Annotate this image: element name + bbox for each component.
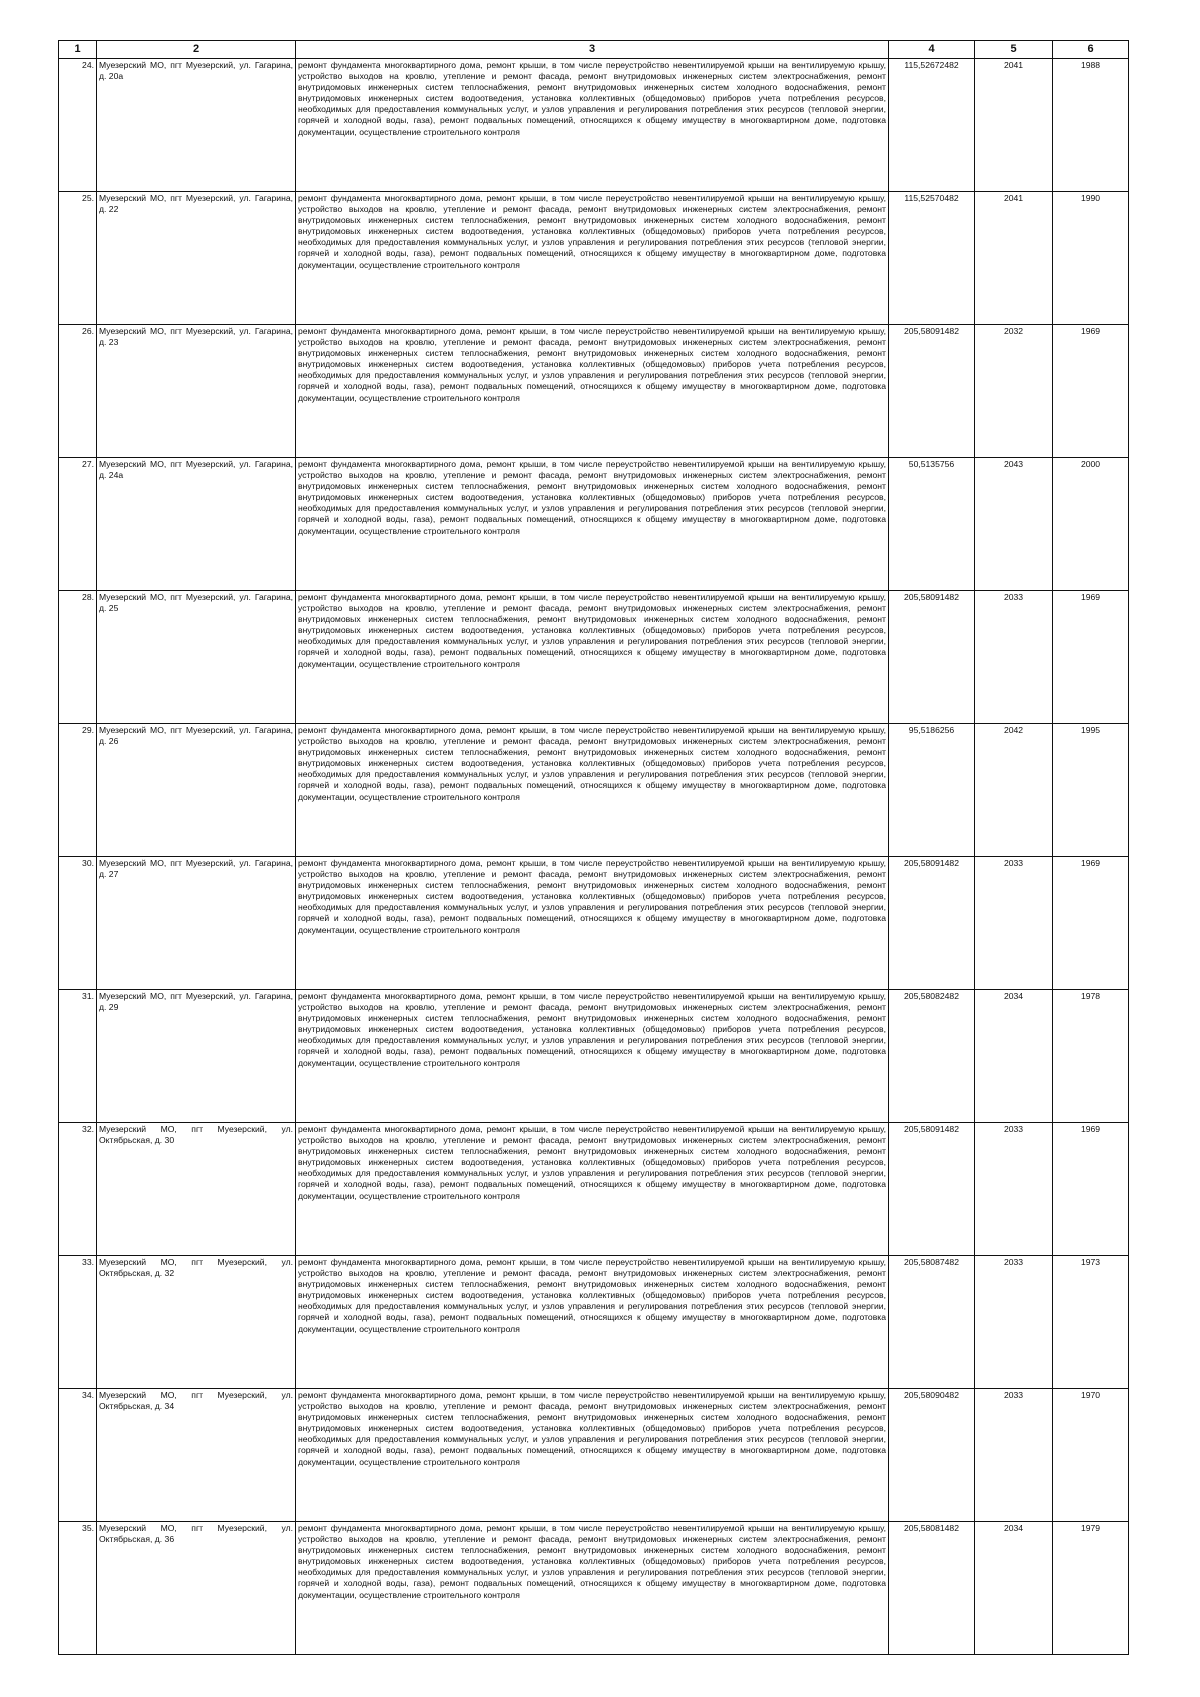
row-works-description: ремонт фундамента многоквартирного дома, ремонт крыши, в том числе переустройство невентилируемой крыши на вентилируемую крышу, устройство выходов на кровлю, утепление и ремонт фасада, ремонт внутридомовых инженерных систем электроснабжения, ремонт внутридомовых инженерных систем теплоснабжения, ремонт внутридомовых инженерных систем холодного водоснабжения, ремонт внутридомовых инженерных систем водоотведения, установка коллективных (общедомовых) приборов учета потребления ресурсов, необходимых для предоставления коммунальных услуг, и узлов управления и регулирования потребления этих ресурсов (тепловой энергии, горячей и холодной воды, газа), ремонт подвальных помещений, относящихся к общему имуществу в многоквартирном доме, подготовка документации, осуществление строительного контроля [296,591,889,724]
header-col-1: 1 [59,41,97,59]
table-row [59,1522,1129,1655]
header-col-4: 4 [889,41,975,59]
row-planned-year: 2041 [975,192,1053,325]
row-cost: 115,52570482 [889,192,975,325]
header-col-5: 5 [975,41,1053,59]
row-planned-year: 2034 [975,990,1053,1123]
row-built-year: 2000 [1053,458,1129,591]
row-cost: 205,58091482 [889,591,975,724]
row-number: 34. [59,1389,97,1522]
row-works-description: ремонт фундамента многоквартирного дома, ремонт крыши, в том числе переустройство невентилируемой крыши на вентилируемую крышу, устройство выходов на кровлю, утепление и ремонт фасада, ремонт внутридомовых инженерных систем электроснабжения, ремонт внутридомовых инженерных систем теплоснабжения, ремонт внутридомовых инженерных систем холодного водоснабжения, ремонт внутридомовых инженерных систем водоотведения, установка коллективных (общедомовых) приборов учета потребления ресурсов, необходимых для предоставления коммунальных услуг, и узлов управления и регулирования потребления этих ресурсов (тепловой энергии, горячей и холодной воды, газа), ремонт подвальных помещений, относящихся к общему имуществу в многоквартирном доме, подготовка документации, осуществление строительного контроля [296,59,889,192]
row-address: Муезерский МО, пгт Муезерский, ул. Гагарина, д. 26 [97,724,296,857]
table-row [59,192,1129,325]
row-planned-year: 2033 [975,857,1053,990]
row-works-description: ремонт фундамента многоквартирного дома, ремонт крыши, в том числе переустройство невентилируемой крыши на вентилируемую крышу, устройство выходов на кровлю, утепление и ремонт фасада, ремонт внутридомовых инженерных систем электроснабжения, ремонт внутридомовых инженерных систем теплоснабжения, ремонт внутридомовых инженерных систем холодного водоснабжения, ремонт внутридомовых инженерных систем водоотведения, установка коллективных (общедомовых) приборов учета потребления ресурсов, необходимых для предоставления коммунальных услуг, и узлов управления и регулирования потребления этих ресурсов (тепловой энергии, горячей и холодной воды, газа), ремонт подвальных помещений, относящихся к общему имуществу в многоквартирном доме, подготовка документации, осуществление строительного контроля [296,325,889,458]
row-address: Муезерский МО, пгт Муезерский, ул. Гагарина, д. 24а [97,458,296,591]
row-number: 29. [59,724,97,857]
row-works-description: ремонт фундамента многоквартирного дома, ремонт крыши, в том числе переустройство невентилируемой крыши на вентилируемую крышу, устройство выходов на кровлю, утепление и ремонт фасада, ремонт внутридомовых инженерных систем электроснабжения, ремонт внутридомовых инженерных систем теплоснабжения, ремонт внутридомовых инженерных систем холодного водоснабжения, ремонт внутридомовых инженерных систем водоотведения, установка коллективных (общедомовых) приборов учета потребления ресурсов, необходимых для предоставления коммунальных услуг, и узлов управления и регулирования потребления этих ресурсов (тепловой энергии, горячей и холодной воды, газа), ремонт подвальных помещений, относящихся к общему имуществу в многоквартирном доме, подготовка документации, осуществление строительного контроля [296,990,889,1123]
row-address: Муезерский МО, пгт Муезерский, ул. Октябрьская, д. 30 [97,1123,296,1256]
table-row [59,325,1129,458]
row-works-description: ремонт фундамента многоквартирного дома, ремонт крыши, в том числе переустройство невентилируемой крыши на вентилируемую крышу, устройство выходов на кровлю, утепление и ремонт фасада, ремонт внутридомовых инженерных систем электроснабжения, ремонт внутридомовых инженерных систем теплоснабжения, ремонт внутридомовых инженерных систем холодного водоснабжения, ремонт внутридомовых инженерных систем водоотведения, установка коллективных (общедомовых) приборов учета потребления ресурсов, необходимых для предоставления коммунальных услуг, и узлов управления и регулирования потребления этих ресурсов (тепловой энергии, горячей и холодной воды, газа), ремонт подвальных помещений, относящихся к общему имуществу в многоквартирном доме, подготовка документации, осуществление строительного контроля [296,1256,889,1389]
row-number: 31. [59,990,97,1123]
row-built-year: 1969 [1053,857,1129,990]
row-planned-year: 2032 [975,325,1053,458]
row-address: Муезерский МО, пгт Муезерский, ул. Гагарина, д. 20а [97,59,296,192]
row-built-year: 1973 [1053,1256,1129,1389]
table-row [59,458,1129,591]
row-cost: 115,52672482 [889,59,975,192]
row-cost: 205,58081482 [889,1522,975,1655]
header-col-2: 2 [97,41,296,59]
header-col-3: 3 [296,41,889,59]
row-works-description: ремонт фундамента многоквартирного дома, ремонт крыши, в том числе переустройство невентилируемой крыши на вентилируемую крышу, устройство выходов на кровлю, утепление и ремонт фасада, ремонт внутридомовых инженерных систем электроснабжения, ремонт внутридомовых инженерных систем теплоснабжения, ремонт внутридомовых инженерных систем холодного водоснабжения, ремонт внутридомовых инженерных систем водоотведения, установка коллективных (общедомовых) приборов учета потребления ресурсов, необходимых для предоставления коммунальных услуг, и узлов управления и регулирования потребления этих ресурсов (тепловой энергии, горячей и холодной воды, газа), ремонт подвальных помещений, относящихся к общему имуществу в многоквартирном доме, подготовка документации, осуществление строительного контроля [296,192,889,325]
row-address: Муезерский МО, пгт Муезерский, ул. Октябрьская, д. 36 [97,1522,296,1655]
row-address: Муезерский МО, пгт Муезерский, ул. Октябрьская, д. 34 [97,1389,296,1522]
row-works-description: ремонт фундамента многоквартирного дома, ремонт крыши, в том числе переустройство невентилируемой крыши на вентилируемую крышу, устройство выходов на кровлю, утепление и ремонт фасада, ремонт внутридомовых инженерных систем электроснабжения, ремонт внутридомовых инженерных систем теплоснабжения, ремонт внутридомовых инженерных систем холодного водоснабжения, ремонт внутридомовых инженерных систем водоотведения, установка коллективных (общедомовых) приборов учета потребления ресурсов, необходимых для предоставления коммунальных услуг, и узлов управления и регулирования потребления этих ресурсов (тепловой энергии, горячей и холодной воды, газа), ремонт подвальных помещений, относящихся к общему имуществу в многоквартирном доме, подготовка документации, осуществление строительного контроля [296,1522,889,1655]
row-address: Муезерский МО, пгт Муезерский, ул. Гагарина, д. 23 [97,325,296,458]
row-built-year: 1969 [1053,325,1129,458]
row-address: Муезерский МО, пгт Муезерский, ул. Гагарина, д. 25 [97,591,296,724]
table-row [59,1123,1129,1256]
row-cost: 205,58087482 [889,1256,975,1389]
row-planned-year: 2042 [975,724,1053,857]
row-cost: 205,58091482 [889,857,975,990]
row-planned-year: 2033 [975,1256,1053,1389]
repair-schedule-table [58,40,1129,1655]
header-col-6: 6 [1053,41,1129,59]
row-built-year: 1988 [1053,59,1129,192]
document-page [58,40,1128,1655]
table-row [59,1389,1129,1522]
table-row [59,990,1129,1123]
row-works-description: ремонт фундамента многоквартирного дома, ремонт крыши, в том числе переустройство невентилируемой крыши на вентилируемую крышу, устройство выходов на кровлю, утепление и ремонт фасада, ремонт внутридомовых инженерных систем электроснабжения, ремонт внутридомовых инженерных систем теплоснабжения, ремонт внутридомовых инженерных систем холодного водоснабжения, ремонт внутридомовых инженерных систем водоотведения, установка коллективных (общедомовых) приборов учета потребления ресурсов, необходимых для предоставления коммунальных услуг, и узлов управления и регулирования потребления этих ресурсов (тепловой энергии, горячей и холодной воды, газа), ремонт подвальных помещений, относящихся к общему имуществу в многоквартирном доме, подготовка документации, осуществление строительного контроля [296,724,889,857]
table-row [59,857,1129,990]
table-row [59,59,1129,192]
row-address: Муезерский МО, пгт Муезерский, ул. Гагарина, д. 22 [97,192,296,325]
row-cost: 205,58091482 [889,325,975,458]
row-number: 28. [59,591,97,724]
row-number: 33. [59,1256,97,1389]
row-number: 35. [59,1522,97,1655]
row-built-year: 1979 [1053,1522,1129,1655]
table-row [59,1256,1129,1389]
row-works-description: ремонт фундамента многоквартирного дома, ремонт крыши, в том числе переустройство невентилируемой крыши на вентилируемую крышу, устройство выходов на кровлю, утепление и ремонт фасада, ремонт внутридомовых инженерных систем электроснабжения, ремонт внутридомовых инженерных систем теплоснабжения, ремонт внутридомовых инженерных систем холодного водоснабжения, ремонт внутридомовых инженерных систем водоотведения, установка коллективных (общедомовых) приборов учета потребления ресурсов, необходимых для предоставления коммунальных услуг, и узлов управления и регулирования потребления этих ресурсов (тепловой энергии, горячей и холодной воды, газа), ремонт подвальных помещений, относящихся к общему имуществу в многоквартирном доме, подготовка документации, осуществление строительного контроля [296,1389,889,1522]
row-cost: 50,5135756 [889,458,975,591]
row-planned-year: 2043 [975,458,1053,591]
table-body [59,59,1129,1655]
row-number: 24. [59,59,97,192]
row-number: 25. [59,192,97,325]
row-built-year: 1978 [1053,990,1129,1123]
row-planned-year: 2033 [975,1389,1053,1522]
row-cost: 205,58090482 [889,1389,975,1522]
row-number: 27. [59,458,97,591]
row-address: Муезерский МО, пгт Муезерский, ул. Октябрьская, д. 32 [97,1256,296,1389]
row-works-description: ремонт фундамента многоквартирного дома, ремонт крыши, в том числе переустройство невентилируемой крыши на вентилируемую крышу, устройство выходов на кровлю, утепление и ремонт фасада, ремонт внутридомовых инженерных систем электроснабжения, ремонт внутридомовых инженерных систем теплоснабжения, ремонт внутридомовых инженерных систем холодного водоснабжения, ремонт внутридомовых инженерных систем водоотведения, установка коллективных (общедомовых) приборов учета потребления ресурсов, необходимых для предоставления коммунальных услуг, и узлов управления и регулирования потребления этих ресурсов (тепловой энергии, горячей и холодной воды, газа), ремонт подвальных помещений, относящихся к общему имуществу в многоквартирном доме, подготовка документации, осуществление строительного контроля [296,1123,889,1256]
row-cost: 95,5186256 [889,724,975,857]
row-address: Муезерский МО, пгт Муезерский, ул. Гагарина, д. 29 [97,990,296,1123]
row-number: 26. [59,325,97,458]
table-header-row [59,41,1129,59]
row-number: 32. [59,1123,97,1256]
row-planned-year: 2033 [975,1123,1053,1256]
row-built-year: 1995 [1053,724,1129,857]
table-row [59,724,1129,857]
table-row [59,591,1129,724]
row-built-year: 1969 [1053,1123,1129,1256]
row-built-year: 1990 [1053,192,1129,325]
row-number: 30. [59,857,97,990]
row-built-year: 1969 [1053,591,1129,724]
row-works-description: ремонт фундамента многоквартирного дома, ремонт крыши, в том числе переустройство невентилируемой крыши на вентилируемую крышу, устройство выходов на кровлю, утепление и ремонт фасада, ремонт внутридомовых инженерных систем электроснабжения, ремонт внутридомовых инженерных систем теплоснабжения, ремонт внутридомовых инженерных систем холодного водоснабжения, ремонт внутридомовых инженерных систем водоотведения, установка коллективных (общедомовых) приборов учета потребления ресурсов, необходимых для предоставления коммунальных услуг, и узлов управления и регулирования потребления этих ресурсов (тепловой энергии, горячей и холодной воды, газа), ремонт подвальных помещений, относящихся к общему имуществу в многоквартирном доме, подготовка документации, осуществление строительного контроля [296,857,889,990]
row-works-description: ремонт фундамента многоквартирного дома, ремонт крыши, в том числе переустройство невентилируемой крыши на вентилируемую крышу, устройство выходов на кровлю, утепление и ремонт фасада, ремонт внутридомовых инженерных систем электроснабжения, ремонт внутридомовых инженерных систем теплоснабжения, ремонт внутридомовых инженерных систем холодного водоснабжения, ремонт внутридомовых инженерных систем водоотведения, установка коллективных (общедомовых) приборов учета потребления ресурсов, необходимых для предоставления коммунальных услуг, и узлов управления и регулирования потребления этих ресурсов (тепловой энергии, горячей и холодной воды, газа), ремонт подвальных помещений, относящихся к общему имуществу в многоквартирном доме, подготовка документации, осуществление строительного контроля [296,458,889,591]
row-address: Муезерский МО, пгт Муезерский, ул. Гагарина, д. 27 [97,857,296,990]
row-cost: 205,58082482 [889,990,975,1123]
row-planned-year: 2041 [975,59,1053,192]
row-planned-year: 2034 [975,1522,1053,1655]
row-cost: 205,58091482 [889,1123,975,1256]
row-built-year: 1970 [1053,1389,1129,1522]
row-planned-year: 2033 [975,591,1053,724]
